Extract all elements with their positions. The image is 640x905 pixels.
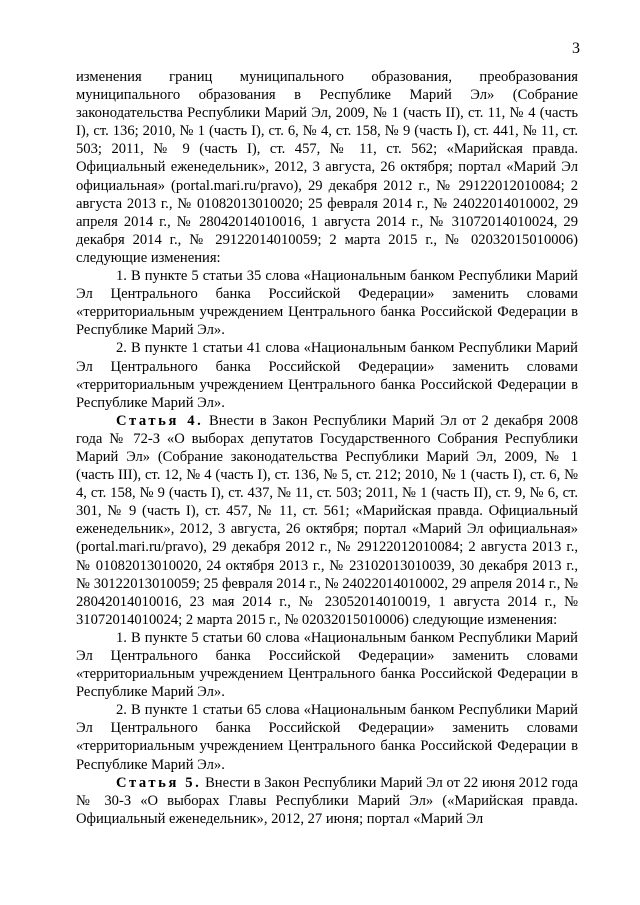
paragraph-article4-item2: 2. В пункте 1 статьи 65 слова «Национальным банком Республики Марий Эл Центрального банка Российской Федерации» заменить словами «территориальным учреждением Центрального банка Российской Федерации в Республике Марий Эл».	[76, 702, 578, 773]
article-text: Внести в Закон Республики Марий Эл от 22 июня 2012 года № 30-З «О выборах Главы Республики Марий Эл» («Марийская правда. Официальный еженедельник», 2012, 27 июня; портал «Марий Эл	[76, 774, 579, 827]
article-text: Внести в Закон Республики Марий Эл от 2 декабря 2008 года № 72-З «О выборах депутатов Государственного Собрания Республики Марий Эл» (Собрание законодательства Республики Марий Эл, 2009, № 1 (часть III), ст. 12, № 4 (часть I), ст. 136, № 5, ст. 212; 2010, № 1 (часть I), ст. 6, № 4, ст. 158, № 9 (часть I), ст. 437, № 11, ст. 503; 2011, № 1 (часть II), ст. 9, № 6, ст. 301, № 9 (часть I), ст. 457, № 11, ст. 561; «Марийская правда. Официальный еженедельник», 2012, 3 августа, 26 октября; портал «Марий Эл официальная» (portal.mari.ru/pravo), 29 декабря 2012 г., № 29122012010084; 2 августа 2013 г., № 01082013010020, 24 октября 2013 г., № 23102013010039, 30 декабря 2013 г., № 30122013010059; 25 февраля 2014 г., № 24022014010002, 29 апреля 2014 г., № 28042014010016, 23 мая 2014 г., № 23052014010019, 1 августа 2014 г., № 31072014010024; 2 марта 2015 г., № 02032015010006) следующие изменения:	[76, 412, 578, 628]
paragraph-article4	[76, 412, 578, 629]
paragraph-intro-continuation: изменения границ муниципального образования, преобразования муниципального образования в Республике Марий Эл» (Собрание законодательства Республики Марий Эл, 2009, № 1 (часть II), ст. 11, № 4 (часть I), ст. 136; 2010, № 1 (часть I), ст. 6, № 4, ст. 158, № 9 (часть I), ст. 441, № 11, ст. 503; 2011, № 9 (часть I), ст. 457, № 11, ст. 562; «Марийская правда. Официальный еженедельник», 2012, 3 августа, 26 октября; портал «Марий Эл официальная» (portal.mari.ru/pravo), 29 декабря 2012 г., № 29122012010084; 2 августа 2013 г., № 01082013010020; 25 февраля 2014 г., № 24022014010002, 29 апреля 2014 г., № 28042014010016, 1 августа 2014 г., № 31072014010024, 29 декабря 2014 г., № 29122014010059; 2 марта 2015 г., № 02032015010006) следующие изменения:	[76, 69, 578, 266]
paragraph-article3-item1: 1. В пункте 5 статьи 35 слова «Национальным банком Республики Марий Эл Центрального банка Российской Федерации» заменить словами «территориальным учреждением Центрального банка Российской Федерации в Республике Марий Эл».	[76, 268, 578, 339]
article-heading: Статья 4.	[116, 412, 204, 429]
document-body	[76, 68, 578, 828]
article-heading: Статья 5.	[116, 774, 202, 791]
paragraph-article4-item1: 1. В пункте 5 статьи 60 слова «Национальным банком Республики Марий Эл Центрального банка Российской Федерации» заменить словами «территориальным учреждением Центрального банка Российской Федерации в Республике Марий Эл».	[76, 629, 578, 701]
paragraph-article5	[76, 774, 578, 828]
page-number: 3	[572, 40, 580, 57]
paragraph-article3-item2: 2. В пункте 1 статьи 41 слова «Национальным банком Республики Марий Эл Центрального банка Российской Федерации» заменить словами «территориальным учреждением Центрального банка Российской Федерации в Республике Марий Эл».	[76, 340, 578, 411]
